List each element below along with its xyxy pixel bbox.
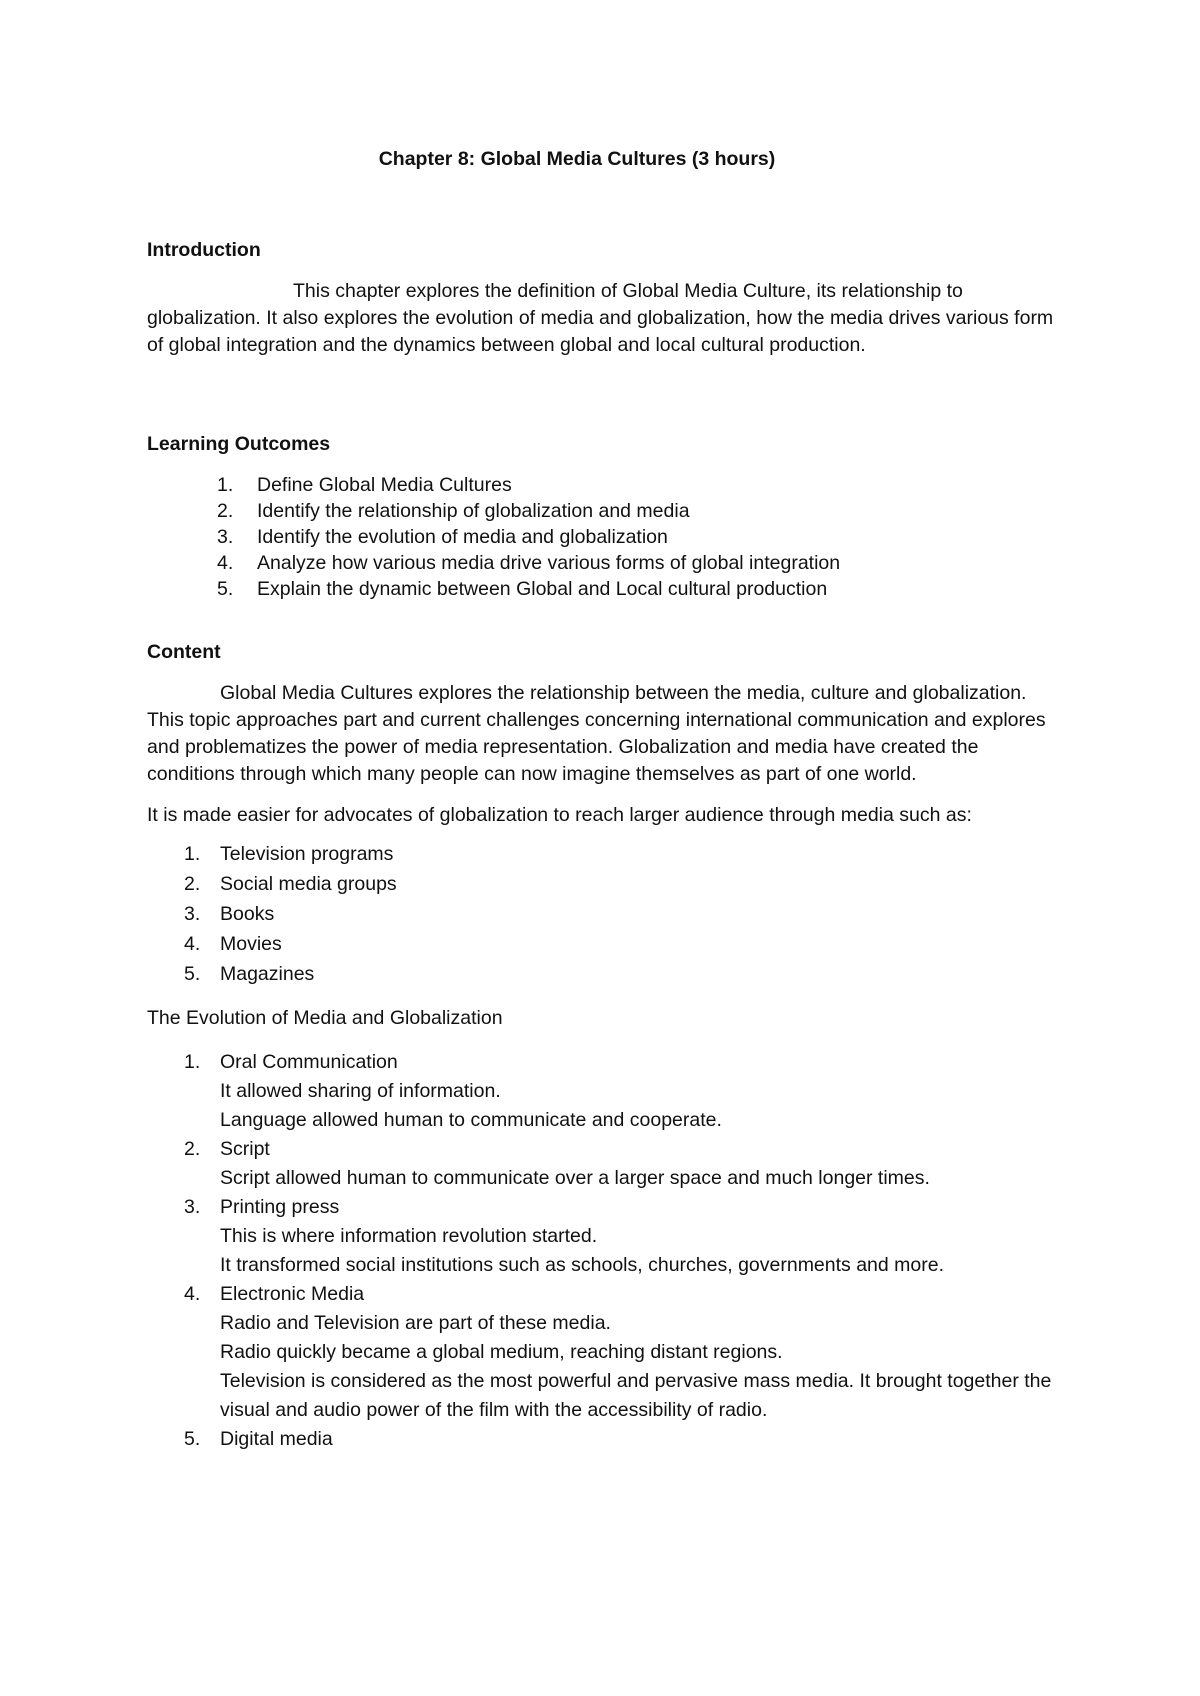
document-page (147, 146, 1067, 1454)
list-number: 2. (184, 873, 201, 895)
evolution-item-line: Radio quickly became a global medium, reaching distant regions. (220, 1341, 783, 1363)
list-text: Define Global Media Cultures (257, 474, 512, 496)
list-item (147, 1280, 1067, 1425)
list-item (147, 472, 1067, 498)
list-item (147, 899, 1067, 929)
list-text: Movies (220, 933, 282, 955)
evolution-item-title: Electronic Media (220, 1283, 365, 1305)
list-item (147, 576, 1067, 602)
list-number: 1. (217, 474, 234, 496)
list-item (147, 959, 1067, 989)
list-text: Social media groups (220, 873, 397, 895)
list-number: 4. (217, 552, 234, 574)
list-item (147, 1425, 1067, 1454)
evolution-item-line: It allowed sharing of information. (220, 1080, 501, 1102)
list-text: Analyze how various media drive various forms of global integration (257, 552, 841, 574)
list-text: Television programs (220, 843, 394, 865)
evolution-item-title: Printing press (220, 1196, 340, 1218)
list-text: Identify the relationship of globalization and media (257, 500, 690, 522)
media-list (147, 839, 1067, 989)
list-item (147, 869, 1067, 899)
evolution-item-title: Digital media (220, 1428, 333, 1450)
list-number: 5. (184, 1428, 201, 1450)
evolution-item-line: Script allowed human to communicate over a larger space and much longer times. (220, 1167, 930, 1189)
list-number: 1. (184, 843, 201, 865)
list-text: Identify the evolution of media and globalization (257, 526, 668, 548)
learning-outcomes-heading: Learning Outcomes (147, 433, 331, 455)
page-title: Chapter 8: Global Media Cultures (3 hours) (378, 148, 776, 170)
list-number: 2. (184, 1138, 201, 1160)
evolution-item-line: Language allowed human to communicate and cooperate. (220, 1109, 722, 1131)
content-paragraph-media: It is made easier for advocates of globalization to reach larger audience through media such as: (147, 804, 972, 826)
list-item (147, 1048, 1067, 1135)
list-number: 3. (217, 526, 234, 548)
list-item (147, 839, 1067, 869)
list-text: Books (220, 903, 275, 925)
list-item (147, 498, 1067, 524)
learning-outcomes-list (147, 472, 1067, 602)
evolution-item-line: It transformed social institutions such as schools, churches, governments and more. (220, 1254, 945, 1276)
evolution-list (147, 1048, 1067, 1454)
content-paragraph: Global Media Cultures explores the relationship between the media, culture and globalization. This topic approaches part and current challenges concerning international communication and explores and problematizes the power of media representation. Globalization and media have created the conditions through which many people can now imagine themselves as part of one world. (147, 682, 1046, 785)
evolution-item-title: Oral Communication (220, 1051, 398, 1073)
evolution-item-title: Script (220, 1138, 270, 1160)
content-heading: Content (147, 641, 221, 663)
evolution-heading: The Evolution of Media and Globalization (147, 1007, 503, 1029)
evolution-item-line: Radio and Television are part of these media. (220, 1312, 611, 1334)
evolution-item-line: Television is considered as the most powerful and pervasive mass media. It brought together the visual and audio power of the film with the accessibility of radio. (220, 1370, 1052, 1421)
list-number: 5. (217, 578, 234, 600)
list-number: 3. (184, 903, 201, 925)
list-number: 1. (184, 1051, 201, 1073)
introduction-paragraph: This chapter explores the definition of Global Media Culture, its relationship to globalization. It also explores the evolution of media and globalization, how the media drives various form of global integration and the dynamics between global and local cultural production. (147, 280, 1054, 356)
list-item (147, 1135, 1067, 1193)
list-number: 4. (184, 1283, 201, 1305)
evolution-item-line: This is where information revolution started. (220, 1225, 598, 1247)
list-number: 5. (184, 963, 201, 985)
list-item (147, 524, 1067, 550)
list-item (147, 550, 1067, 576)
list-text: Explain the dynamic between Global and Local cultural production (257, 578, 828, 600)
list-item (147, 929, 1067, 959)
list-number: 4. (184, 933, 201, 955)
list-number: 2. (217, 500, 234, 522)
introduction-heading: Introduction (147, 239, 261, 261)
list-text: Magazines (220, 963, 315, 985)
list-item (147, 1193, 1067, 1280)
list-number: 3. (184, 1196, 201, 1218)
